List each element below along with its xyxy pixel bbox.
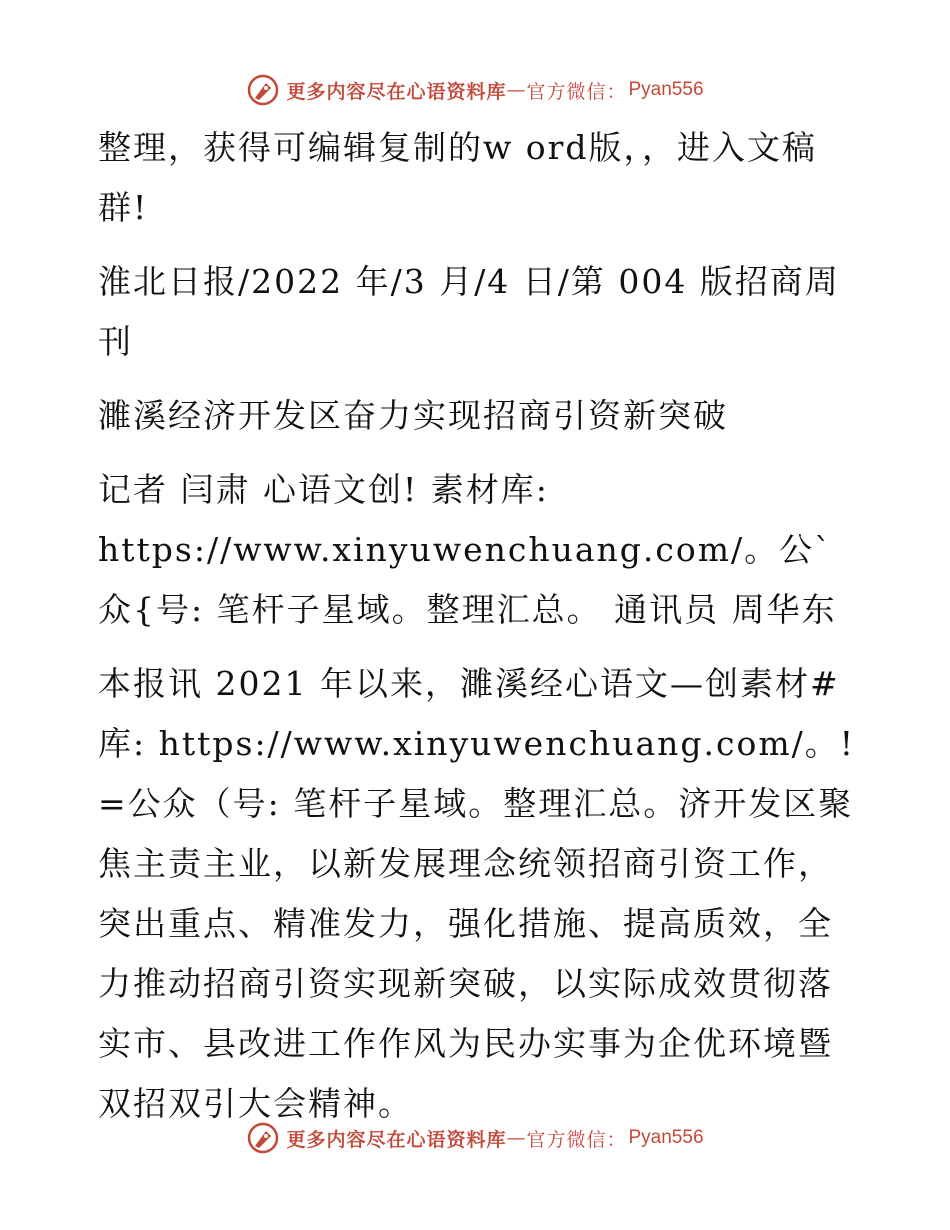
byline-paragraph: 记者 闫肃 心语文创! 素材库: https://www.xinyuwenchuang.com/。公`众{号: 笔杆子星域。整理汇总。 通讯员 周华东: [98, 470, 837, 629]
banner-brand-text: 更多内容尽在心语资料库: [286, 1128, 507, 1151]
banner-official-label: 官方微信：: [526, 1128, 627, 1151]
banner-separator: —: [506, 1127, 527, 1149]
source-line: 淮北日报/2022 年/3 月/4 日/第 004 版招商周刊: [98, 262, 840, 361]
header-watermark-banner: [0, 70, 950, 110]
banner-wechat-handle: Pyan556: [628, 79, 704, 100]
banner-separator: —: [506, 79, 527, 101]
article-headline: 濉溪经济开发区奋力实现招商引资新突破: [98, 396, 728, 435]
pen-nib-logo-icon: [246, 73, 280, 107]
document-body: [98, 118, 858, 1148]
body-paragraph: 本报讯 2021 年以来，濉溪经心语文—创素材#库: https://www.xinyuwenchuang.com/。! =公众（号: 笔杆子星域。整理汇总。济开发区聚焦主责主业，以新发展理念统领招商引资工作，突出重点、精准发力，强化措施、提高质效，全力推动招商引资实现新突破，以实际成效贯彻落实市、县改进工作作风为民办实事为企优环境暨双招双引大会精神。: [98, 664, 856, 1123]
banner-wechat-handle: Pyan556: [628, 1127, 704, 1148]
intro-paragraph: 整理，获得可编辑复制的w ord版，，进入文稿群!: [98, 128, 818, 227]
footer-watermark-banner: [0, 1118, 950, 1158]
banner-brand-text: 更多内容尽在心语资料库: [286, 80, 507, 103]
banner-official-label: 官方微信：: [526, 80, 627, 103]
pen-nib-logo-icon: [246, 1121, 280, 1155]
